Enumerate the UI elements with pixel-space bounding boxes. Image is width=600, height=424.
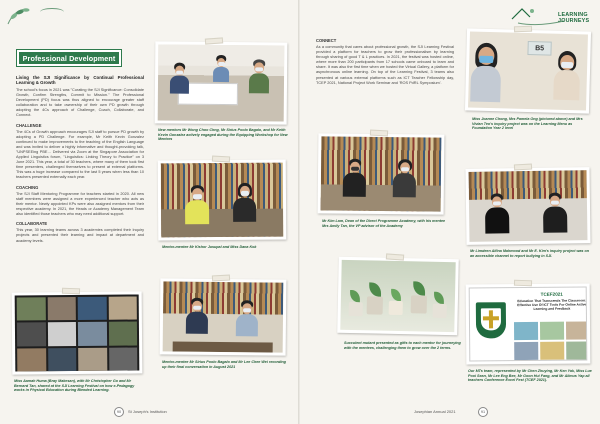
photo-zoom-session (12, 291, 143, 374)
photo-mentors-workshop (155, 41, 288, 124)
section-ribbon (508, 5, 600, 27)
tape-decoration (370, 130, 388, 137)
photo-bullying-project (465, 167, 590, 245)
photo-succulent-gifts (337, 257, 459, 335)
coaching-heading: COACHING (16, 184, 39, 190)
tape-decoration (386, 253, 404, 260)
tape-decoration (62, 288, 80, 295)
connect-text (316, 36, 454, 90)
collaborate-paragraph: This year, 30 learning teams across 3 academies completed their Inquiry projects and presented their learning and impact at department and academy levels. (16, 228, 144, 243)
intro-paragraph: The school's focus in 2021 was "Curating the SJI Significance: Consolidate Growth, Confirm Strengths, Commit to Mission." The Professional Development (PD) focus was thus aligned to encourage greater staff collaboration and to take ownership of their own PD growth through adopting the 4Cs approach of Challenge, Coach, Collaborate, and Connect. (16, 87, 144, 118)
tape-decoration (514, 26, 532, 33)
right-page (300, 0, 600, 424)
section-title: Professional Development (19, 52, 119, 64)
caption-tcef-slide: Our MTs team, represented by Mr Chen Zhuying, Mr Ken Yak, Miss Lue Pooi Sean, Mr Lee Eng Bee, Mr Goon Hui Fang, and Mr Alimus Yap all teachers Conference Excel Fest (TCEF 2021). (468, 369, 592, 383)
article-title: Living the SJI Significance by Continual Professional Learning & Growth (16, 75, 144, 86)
tape-decoration (514, 280, 532, 287)
tape-decoration (514, 164, 532, 171)
caption-dean-mentee: Mr Kim Lam, Dean of the Direct Programme Academy, with his mentee Mrs Amily Tan, the VP advisor of the Academy (322, 219, 446, 228)
photo-b5-team: B5 (465, 28, 591, 113)
slide-title: TCEF2021 (540, 291, 563, 297)
wave-doodle-icon (40, 8, 64, 16)
challenge-heading: CHALLENGE (16, 122, 42, 128)
caption-succulent-gifts: Succulent mutant presented as gifts to each mentor for journeying with the mentees, challenging them to grow over the 2 terms. (344, 341, 461, 350)
section-title-box (16, 49, 122, 67)
ribbon-title: LEARNING JOURNEYS (558, 12, 590, 24)
photo-mentor-mentee-1 (158, 160, 287, 241)
tape-decoration (212, 156, 230, 163)
caption-mentors-workshop: New mentors Mr Wong Choo Chng, Mr Sirius Poolo Bagalo, and Mr Keith Kevin Gonzalez actively engaged during the Equipping Workshop for New Mentors (158, 128, 288, 142)
footer-right: Josephian Annual 2021 (414, 409, 456, 414)
caption-b5-team: Miss Joanne Chong, Mrs Pamela Ong (pictured above) and Mrs Vivian Teo's inquiry project was on the Learning Menu as Foundation Year 2 level (472, 117, 583, 131)
caption-mentor-mentee-2: Mentor-mentee Mr Sirius Poolo Bagalo and Mr Lee Chee Wei recording up their final conversation in August 2021 (162, 360, 286, 369)
caption-bullying-project: Mr Limdeen Alfina Mahmood and Mr E. Kim's inquiry project was on an accessible channel to report bullying in SJI. (470, 249, 589, 258)
page-number-left: 90 (114, 407, 124, 417)
photo-mentor-mentee-2 (160, 278, 287, 355)
coaching-paragraph: The SJI Staff Mentoring Programme for teachers started in 2020. All new staff members were assigned a more experienced teacher who acts as their mentor. Newly appointed KPs were also assigned mentors from their respective academy. In 2021, the Heads or Academy Management Team also identified those teachers who may need additional support. (16, 191, 144, 217)
footer-left: St Joseph's Institution (128, 409, 167, 414)
leaf-doodle-icon (6, 6, 36, 28)
connect-paragraph: As a community that cares about professional growth, the SJI Learning Festival provided a platform for teachers to grow their professionalism by learning through sharing of good T & L practices. In 2021, the festival was hosted online, where more than 200 participants from 17 schools came onboard to learn and share. It was also the first time when we hosted the Virtual Gallery, a platform for asynchronous online learning. On top of the Learning Festival, 3 teams also presented at various external platforms such as ICT Teacher Fellowship day, TCEP 2021, National Project Work Seminar and 'ROS PdRL Symposium'. (316, 45, 454, 85)
school-crest-icon (476, 302, 506, 338)
tape-decoration (205, 37, 223, 44)
collaborate-heading: COLLABORATE (16, 221, 48, 227)
photo-dean-mentee (318, 133, 445, 214)
left-article-text (16, 75, 144, 248)
challenge-paragraph: The 4Cs of Growth approach encourages SJI staff to pursue PD growth by adopting a PD Challenge. For example, Mr Keith Kevin Gonzalez continued to make improvements to the teaching of the English Language and was invited to deliver a highly informative and thought-provoking talk, "UNPSEEing PBE… Delivered via Zoom at the Singapore Association for Applied Linguistics forum, "Linguistics: Linking Theory to Practice" on 3 June 2021. This year, a total of 30 teachers, where many of them took first time presenters, challenged themselves to present at external platforms. This was a huge increase compared to the last 5 years when less than 10 teachers presented externally each year. (16, 129, 144, 180)
tape-decoration (212, 275, 230, 282)
caption-zoom-session: Miss Aamah Huma (Bray Makesan), with Mr Christopher Go and Mr Bernard Tan, shared at the SJI Learning Festival on how e-Pedagogy works in Physical Education during Blended Learning. (14, 379, 135, 393)
slide-subtitle: Education That Transcends The Classroom: Effective Use Of ICT Tools For Online Active Learning and Feedback (517, 298, 587, 311)
connect-heading: CONNECT (316, 38, 337, 43)
photo-tcef-slide (466, 283, 591, 364)
caption-mentor-mentee-1: Mentor-mentee Mr Kishor Jusupal and Miss Dana Kok (162, 245, 257, 249)
page-number-right: 91 (478, 407, 488, 417)
